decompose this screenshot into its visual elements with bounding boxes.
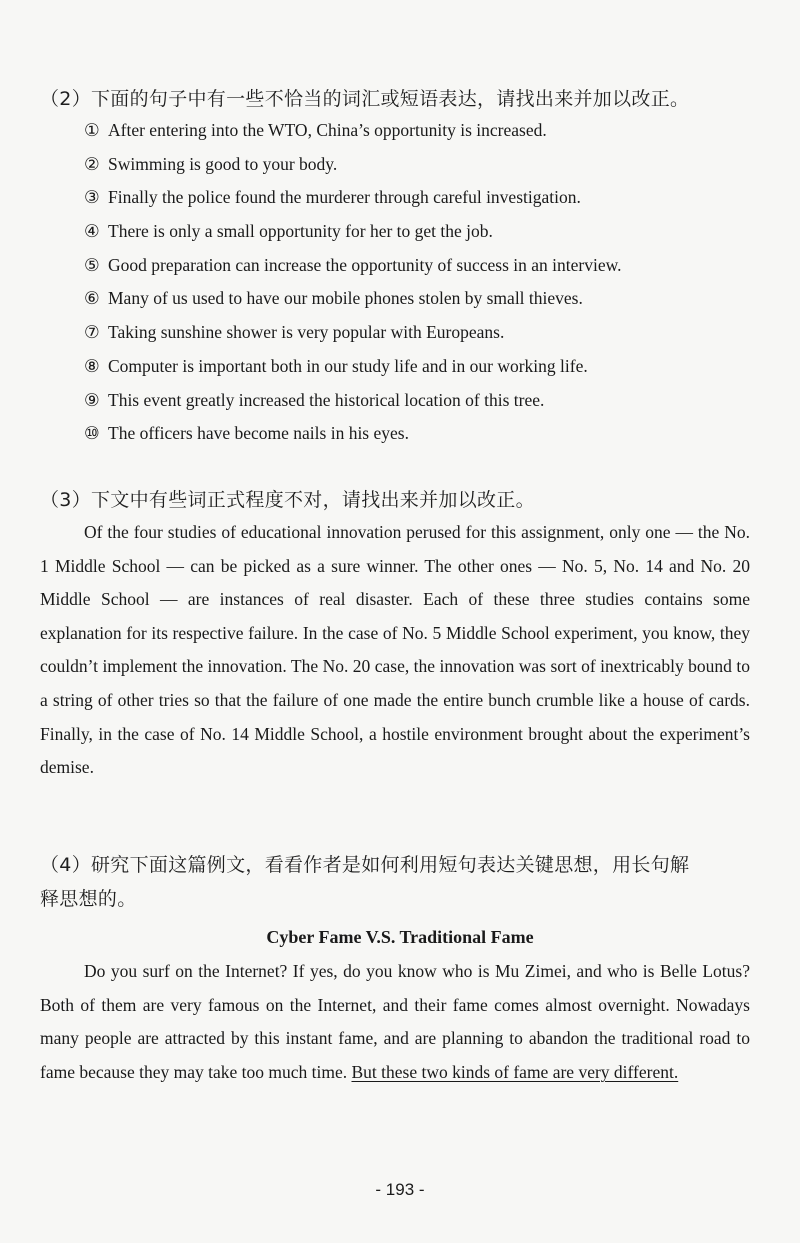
list-item — [84, 282, 621, 316]
item-number: ⑨ — [84, 389, 100, 410]
sentence-list — [84, 114, 621, 451]
item-text: Swimming is good to your body. — [108, 153, 338, 174]
item-number: ⑦ — [84, 322, 100, 343]
list-item — [84, 350, 621, 384]
section-4-heading-line-1: （4）研究下面这篇例文，看看作者是如何利用短句表达关键思想，用长句解 — [40, 854, 690, 876]
item-number: ⑧ — [84, 355, 100, 376]
item-number: ① — [84, 120, 100, 140]
item-text: After entering into the WTO, China’s opportunity is increased. — [108, 120, 547, 140]
item-number: ④ — [84, 221, 100, 242]
section-2-heading: （2）下面的句子中有一些不恰当的词汇或短语表达，请找出来并加以改正。 — [40, 88, 690, 110]
item-text: Many of us used to have our mobile phones stolen by small thieves. — [108, 288, 583, 309]
item-text: Taking sunshine shower is very popular with Europeans. — [108, 322, 505, 343]
section-4-heading-line-2: 释思想的。 — [40, 888, 137, 910]
item-number: ② — [84, 153, 100, 174]
item-text: Finally the police found the murderer through careful investigation. — [108, 187, 581, 208]
item-number: ⑥ — [84, 288, 100, 309]
essay-paragraph — [40, 955, 750, 1089]
list-item — [84, 316, 621, 350]
underlined-sentence: But these two kinds of fame are very different. — [351, 1061, 679, 1082]
essay-title: Cyber Fame V.S. Traditional Fame — [266, 927, 534, 947]
item-number: ⑤ — [84, 254, 100, 275]
list-item — [84, 148, 621, 182]
item-text: Good preparation can increase the opportunity of success in an interview. — [108, 254, 622, 275]
paragraph-text: Of the four studies of educational innovation perused for this assignment, only one — the No. 1 Middle School — can be picked as a sure winner. The other ones — No. 5, No. 14 and No. 20 Middle School — are instances of real disaster. Each of these three studies contains some explanation for its respective failure. In the case of No. 5 Middle School experiment, you know, they couldn’t implement the innovation. The No. 20 case, the innovation was sort of inextricably bound to a string of other tries so that the failure of one made the entire bunch crumble like a house of cards. Finally, in the case of No. 14 Middle School, a hostile environment brought about the experiment’s demise. — [40, 522, 750, 778]
list-item — [84, 417, 621, 451]
list-item — [84, 181, 621, 215]
item-text: This event greatly increased the historical location of this tree. — [108, 389, 545, 410]
item-number: ⑩ — [84, 423, 100, 444]
paragraph-text: Do you surf on the Internet? If yes, do you know who is Mu Zimei, and who is Belle Lotus? Both of them are very famous on the Internet, and their fame comes almost overnight. Nowadays many people are attracted by this instant fame, and are planning to abandon the traditional road to fame because they may take too much time. — [40, 961, 750, 1082]
item-text: There is only a small opportunity for her to get the job. — [108, 221, 493, 242]
list-item — [84, 249, 621, 283]
item-text: Computer is important both in our study life and in our working life. — [108, 355, 588, 376]
item-text: The officers have become nails in his eyes. — [108, 423, 409, 444]
page-number: - 193 - — [375, 1180, 425, 1199]
section-3-heading: （3）下文中有些词正式程度不对，请找出来并加以改正。 — [40, 489, 535, 511]
list-item — [84, 215, 621, 249]
item-number: ③ — [84, 187, 100, 208]
section-3-paragraph — [40, 516, 750, 785]
list-item — [84, 114, 621, 148]
list-item — [84, 384, 621, 418]
